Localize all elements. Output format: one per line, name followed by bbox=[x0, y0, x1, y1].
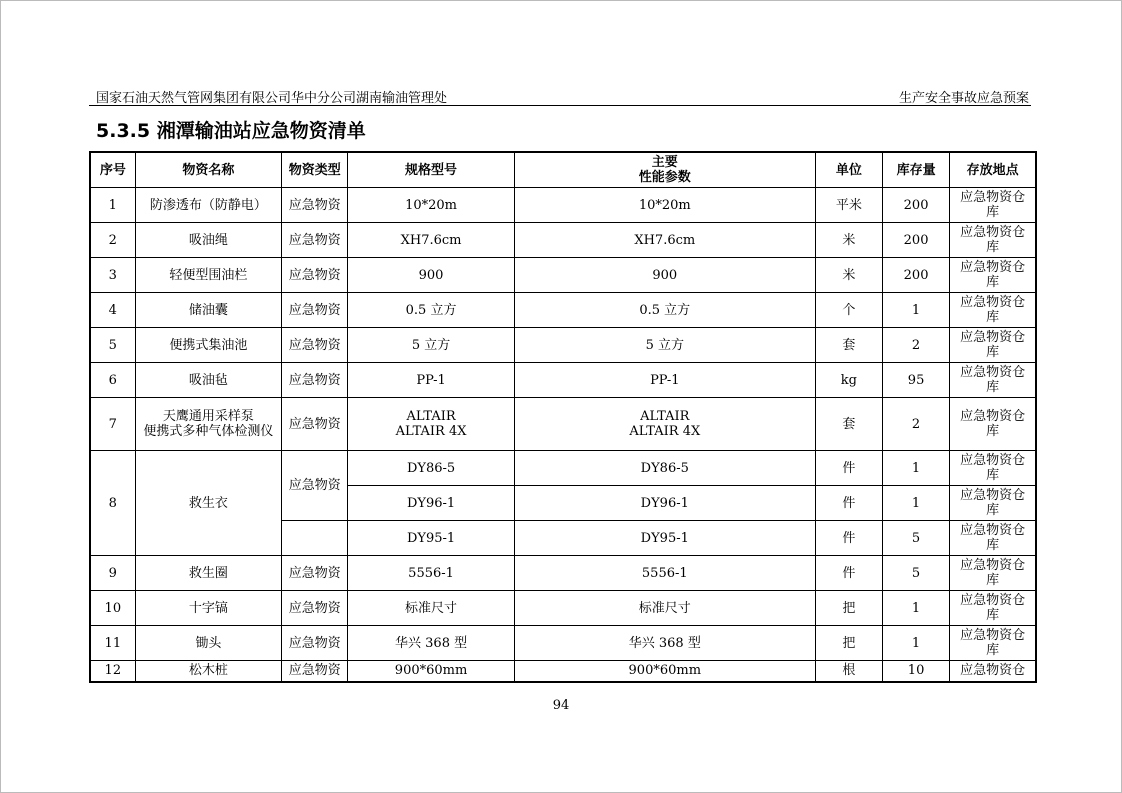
param-line: ALTAIR bbox=[640, 409, 690, 424]
cell-location bbox=[950, 486, 1036, 521]
cell-no: 1 bbox=[90, 188, 135, 223]
cell-unit: 个 bbox=[815, 293, 882, 328]
cell-type: 应急物资 bbox=[282, 258, 348, 293]
cell-name: 救生圈 bbox=[135, 556, 281, 591]
cell-param: 900*60mm bbox=[514, 661, 815, 682]
cell-unit: 套 bbox=[815, 398, 882, 451]
cell-qty: 1 bbox=[882, 626, 949, 661]
cell-type: 应急物资 bbox=[282, 591, 348, 626]
cell-qty: 10 bbox=[882, 661, 949, 682]
cell-spec: DY86-5 bbox=[348, 451, 515, 486]
cell-type: 应急物资 bbox=[282, 363, 348, 398]
cell-name: 吸油毡 bbox=[135, 363, 281, 398]
cell-type: 应急物资 bbox=[282, 328, 348, 363]
cell-type: 应急物资 bbox=[282, 398, 348, 451]
header-divider bbox=[89, 105, 1031, 106]
cell-no: 3 bbox=[90, 258, 135, 293]
cell-qty: 95 bbox=[882, 363, 949, 398]
col-header-location: 存放地点 bbox=[950, 152, 1036, 188]
cell-param: PP-1 bbox=[514, 363, 815, 398]
cell-qty: 5 bbox=[882, 556, 949, 591]
cell-qty: 200 bbox=[882, 258, 949, 293]
cell-spec: PP-1 bbox=[348, 363, 515, 398]
location-text: 应急物资仓库 bbox=[960, 365, 1026, 395]
location-text: 应急物资仓库 bbox=[960, 628, 1026, 658]
cell-unit: 米 bbox=[815, 258, 882, 293]
cell-no: 11 bbox=[90, 626, 135, 661]
cell-unit: 把 bbox=[815, 626, 882, 661]
cell-param: 5556-1 bbox=[514, 556, 815, 591]
table-header-row bbox=[90, 152, 1036, 188]
cell-qty: 1 bbox=[882, 451, 949, 486]
name-line: 便携式多种气体检测仪 bbox=[143, 424, 274, 439]
col-header-param-line2: 性能参数 bbox=[638, 170, 691, 185]
cell-param: 标准尺寸 bbox=[514, 591, 815, 626]
cell-location bbox=[950, 188, 1036, 223]
col-header-name: 物资名称 bbox=[135, 152, 281, 188]
cell-param: 0.5 立方 bbox=[514, 293, 815, 328]
cell-location bbox=[950, 223, 1036, 258]
cell-unit: 件 bbox=[815, 486, 882, 521]
cell-spec: DY96-1 bbox=[348, 486, 515, 521]
col-header-unit: 单位 bbox=[815, 152, 882, 188]
cell-name: 防渗透布（防静电） bbox=[135, 188, 281, 223]
cell-no: 2 bbox=[90, 223, 135, 258]
cell-name: 储油囊 bbox=[135, 293, 281, 328]
cell-type: 应急物资 bbox=[282, 223, 348, 258]
cell-name: 便携式集油池 bbox=[135, 328, 281, 363]
cell-no: 4 bbox=[90, 293, 135, 328]
cell-param: DY96-1 bbox=[514, 486, 815, 521]
cell-unit: 把 bbox=[815, 591, 882, 626]
param-line: ALTAIR 4X bbox=[629, 424, 701, 439]
cell-unit: 件 bbox=[815, 521, 882, 556]
cell-unit: 平米 bbox=[815, 188, 882, 223]
cell-qty: 1 bbox=[882, 591, 949, 626]
table-row bbox=[90, 626, 1036, 661]
cell-type: 应急物资 bbox=[282, 626, 348, 661]
cell-location bbox=[950, 626, 1036, 661]
table-row bbox=[90, 223, 1036, 258]
cell-unit: 件 bbox=[815, 451, 882, 486]
cell-spec: XH7.6cm bbox=[348, 223, 515, 258]
cell-qty: 200 bbox=[882, 223, 949, 258]
cell-spec: 10*20m bbox=[348, 188, 515, 223]
location-text: 应急物资仓库 bbox=[960, 260, 1026, 290]
location-text: 应急物资仓库 bbox=[960, 523, 1026, 553]
cell-location: 应急物资仓 bbox=[950, 661, 1036, 682]
cell-no: 7 bbox=[90, 398, 135, 451]
cell-unit: 根 bbox=[815, 661, 882, 682]
cell-name: 十字镐 bbox=[135, 591, 281, 626]
cell-type: 应急物资 bbox=[282, 661, 348, 682]
cell-qty: 2 bbox=[882, 328, 949, 363]
cell-name: 救生衣 bbox=[135, 451, 281, 556]
location-text: 应急物资仓库 bbox=[960, 409, 1026, 439]
cell-param bbox=[514, 398, 815, 451]
cell-spec: 900 bbox=[348, 258, 515, 293]
location-text: 应急物资仓库 bbox=[960, 225, 1026, 255]
location-text: 应急物资仓库 bbox=[960, 453, 1026, 483]
cell-qty: 2 bbox=[882, 398, 949, 451]
cell-spec: 华兴 368 型 bbox=[348, 626, 515, 661]
cell-no: 5 bbox=[90, 328, 135, 363]
cell-spec: 900*60mm bbox=[348, 661, 515, 682]
cell-no: 12 bbox=[90, 661, 135, 682]
cell-type: 应急物资 bbox=[282, 188, 348, 223]
cell-spec: 5 立方 bbox=[348, 328, 515, 363]
table-row bbox=[90, 188, 1036, 223]
cell-type-empty bbox=[282, 521, 348, 556]
cell-qty: 1 bbox=[882, 486, 949, 521]
location-text: 应急物资仓库 bbox=[960, 558, 1026, 588]
cell-spec: 0.5 立方 bbox=[348, 293, 515, 328]
table-row bbox=[90, 591, 1036, 626]
cell-name bbox=[135, 398, 281, 451]
cell-no: 10 bbox=[90, 591, 135, 626]
cell-param: DY95-1 bbox=[514, 521, 815, 556]
cell-qty: 5 bbox=[882, 521, 949, 556]
col-header-spec: 规格型号 bbox=[348, 152, 515, 188]
header-organization: 国家石油天然气管网集团有限公司华中分公司湖南输油管理处 bbox=[96, 91, 448, 106]
cell-type: 应急物资 bbox=[282, 293, 348, 328]
location-text: 应急物资仓库 bbox=[960, 190, 1026, 220]
cell-unit: 件 bbox=[815, 556, 882, 591]
cell-param: 5 立方 bbox=[514, 328, 815, 363]
cell-param: 10*20m bbox=[514, 188, 815, 223]
cell-param: DY86-5 bbox=[514, 451, 815, 486]
header-document-name: 生产安全事故应急预案 bbox=[898, 91, 1029, 106]
cell-name: 松木桩 bbox=[135, 661, 281, 682]
table-row bbox=[90, 258, 1036, 293]
cell-param: 900 bbox=[514, 258, 815, 293]
col-header-qty: 库存量 bbox=[882, 152, 949, 188]
cell-location bbox=[950, 398, 1036, 451]
cell-spec bbox=[348, 398, 515, 451]
table-row bbox=[90, 556, 1036, 591]
cell-location bbox=[950, 363, 1036, 398]
cell-location bbox=[950, 451, 1036, 486]
table-row bbox=[90, 293, 1036, 328]
cell-location bbox=[950, 328, 1036, 363]
col-header-param-line1: 主要 bbox=[651, 155, 678, 170]
section-title: 5.3.5 湘潭输油站应急物资清单 bbox=[96, 120, 366, 142]
table-row bbox=[90, 661, 1036, 682]
cell-name: 轻便型围油栏 bbox=[135, 258, 281, 293]
location-text: 应急物资仓库 bbox=[960, 295, 1026, 325]
table-row bbox=[90, 363, 1036, 398]
cell-qty: 1 bbox=[882, 293, 949, 328]
cell-no: 6 bbox=[90, 363, 135, 398]
cell-no: 8 bbox=[90, 451, 135, 556]
cell-location bbox=[950, 521, 1036, 556]
cell-spec: 5556-1 bbox=[348, 556, 515, 591]
table-row bbox=[90, 328, 1036, 363]
cell-unit: 套 bbox=[815, 328, 882, 363]
cell-location bbox=[950, 293, 1036, 328]
table-row bbox=[90, 451, 1036, 486]
cell-type: 应急物资 bbox=[282, 451, 348, 521]
location-text: 应急物资仓库 bbox=[960, 593, 1026, 623]
cell-spec: DY95-1 bbox=[348, 521, 515, 556]
cell-type: 应急物资 bbox=[282, 556, 348, 591]
cell-param: XH7.6cm bbox=[514, 223, 815, 258]
table-row bbox=[90, 398, 1036, 451]
name-line: 天鹰通用采样泵 bbox=[162, 409, 254, 424]
col-header-type: 物资类型 bbox=[282, 152, 348, 188]
cell-param: 华兴 368 型 bbox=[514, 626, 815, 661]
col-header-no: 序号 bbox=[90, 152, 135, 188]
cell-no: 9 bbox=[90, 556, 135, 591]
cell-qty: 200 bbox=[882, 188, 949, 223]
cell-name: 吸油绳 bbox=[135, 223, 281, 258]
cell-location bbox=[950, 591, 1036, 626]
emergency-supplies-table bbox=[89, 151, 1037, 683]
cell-spec: 标准尺寸 bbox=[348, 591, 515, 626]
cell-unit: 米 bbox=[815, 223, 882, 258]
col-header-param bbox=[514, 152, 815, 188]
spec-line: ALTAIR 4X bbox=[395, 424, 467, 439]
cell-location bbox=[950, 258, 1036, 293]
cell-unit: kg bbox=[815, 363, 882, 398]
cell-location bbox=[950, 556, 1036, 591]
cell-name: 锄头 bbox=[135, 626, 281, 661]
page-number: 94 bbox=[552, 698, 570, 713]
location-text: 应急物资仓库 bbox=[960, 488, 1026, 518]
spec-line: ALTAIR bbox=[406, 409, 456, 424]
location-text: 应急物资仓库 bbox=[960, 330, 1026, 360]
